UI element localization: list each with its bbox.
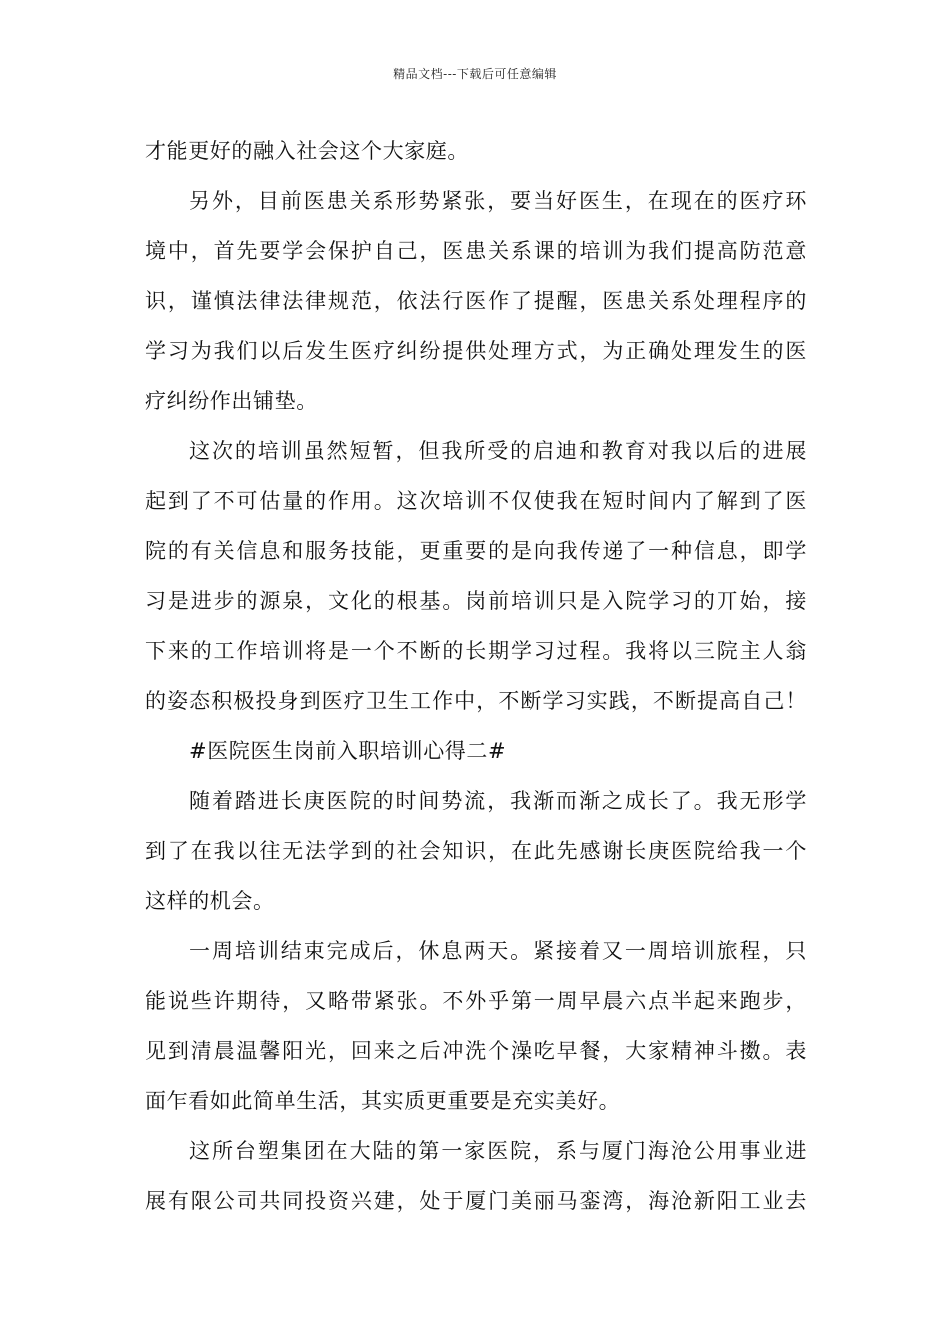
text-line: 才能更好的融入社会这个大家庭。 <box>145 139 469 163</box>
text-line: 这次的培训虽然短暂，但我所受的启迪和教育对我以后的进展 <box>189 439 807 463</box>
text-line: 展有限公司共同投资兴建，处于厦门美丽马銮湾，海沧新阳工业去 <box>145 1189 807 1213</box>
page-header: 精品文档---下载后可任意编辑 <box>393 67 557 81</box>
text-line: 这样的机会。 <box>145 889 275 913</box>
document-body <box>145 132 807 1232</box>
text-line: 起到了不可估量的作用。这次培训不仅使我在短时间内了解到了医 <box>145 489 807 513</box>
section-heading: #医院医生岗前入职培训心得二# <box>189 739 507 763</box>
text-line: 见到清晨温馨阳光，回来之后冲洗个澡吃早餐，大家精神斗擞。表 <box>145 1039 807 1063</box>
text-line: 下来的工作培训将是一个不断的长期学习过程。我将以三院主人翁 <box>145 639 807 663</box>
text-line: 境中，首先要学会保护自己，医患关系课的培训为我们提高防范意 <box>145 239 807 263</box>
text-line: 到了在我以往无法学到的社会知识，在此先感谢长庚医院给我一个 <box>145 839 807 863</box>
text-line: 疗纠纷作出铺垫。 <box>145 389 318 413</box>
text-line: 另外，目前医患关系形势紧张，要当好医生，在现在的医疗环 <box>189 189 807 213</box>
text-line: 这所台塑集团在大陆的第一家医院，系与厦门海沧公用事业进 <box>189 1139 807 1163</box>
text-line: 随着踏进长庚医院的时间势流，我渐而渐之成长了。我无形学 <box>189 789 807 813</box>
text-line: 面乍看如此简单生活，其实质更重要是充实美好。 <box>145 1089 621 1113</box>
text-line: 一周培训结束完成后，休息两天。紧接着又一周培训旅程，只 <box>189 939 807 963</box>
text-line: 习是进步的源泉，文化的根基。岗前培训只是入院学习的丌始，接 <box>145 589 807 613</box>
text-line: 识，谨慎法律法律规范，依法行医作了提醒，医患关系处理程序的 <box>145 289 807 313</box>
text-line: 能说些许期待，又略带紧张。不外乎第一周早晨六点半起来跑步， <box>145 989 807 1013</box>
text-line: 的姿态积极投身到医疗卫生工作中，不断学习实践，不断提高自己！ <box>145 689 807 713</box>
text-line: 学习为我们以后发生医疗纠纷提供处理方式，为正确处理发生的医 <box>145 339 807 363</box>
text-line: 院的有关信息和服务技能，更重要的是向我传递了一种信息，即学 <box>145 539 807 563</box>
